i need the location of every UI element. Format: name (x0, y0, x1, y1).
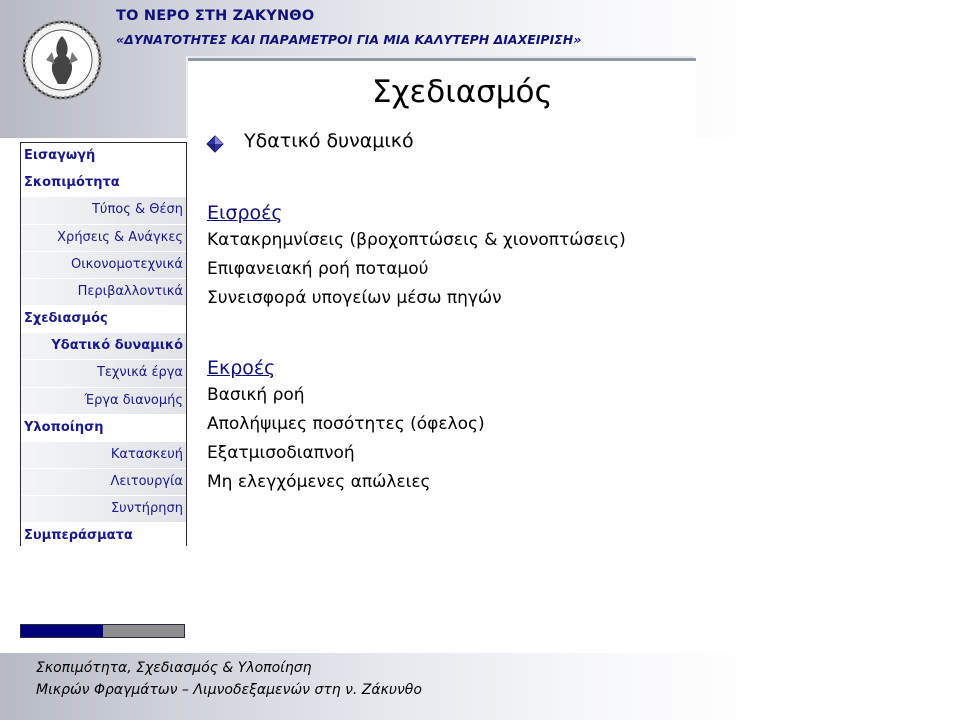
outflow-line: Μη ελεγχόμενες απώλειες (207, 472, 431, 492)
footer-line-1: Σκοπιμότητα, Σχεδιασμός & Υλοποίηση (36, 660, 312, 676)
inflow-line: Κατακρημνίσεις (βροχοπτώσεις & χιονοπτώσεις) (207, 230, 626, 250)
sidebar-item[interactable]: Υλοποίηση (21, 415, 186, 442)
sidebar-item[interactable]: Χρήσεις & Ανάγκες (21, 225, 186, 252)
sidebar-item[interactable]: Οικονομοτεχνικά (21, 252, 186, 279)
header-title: ΤΟ ΝΕΡΟ ΣΤΗ ΖΑΚΥΝΘΟ (116, 8, 315, 24)
outflows-block (207, 355, 767, 497)
inflows-block (207, 200, 767, 313)
diamond-bullet-icon (206, 135, 224, 153)
inflows-title: Εισροές (207, 202, 283, 224)
inflow-line: Επιφανειακή ροή ποταμού (207, 259, 429, 279)
sidebar-item[interactable]: Κατασκευή (21, 442, 186, 469)
inflow-line: Συνεισφορά υπογείων μέσω πηγών (207, 288, 502, 308)
outflows-title: Εκροές (207, 357, 276, 379)
university-seal-icon (22, 20, 102, 100)
sidebar-item[interactable]: Έργα διανομής (21, 388, 186, 415)
sidebar-item[interactable]: Σκοπιμότητα (21, 170, 186, 197)
sidebar-item[interactable]: Εισαγωγή (21, 143, 186, 170)
footer-line-2: Μικρών Φραγμάτων – Λιμνοδεξαμενών στη ν. Ζάκυνθο (36, 682, 422, 698)
sidebar-item[interactable]: Συμπεράσματα (21, 523, 186, 550)
page-title: Σχεδιασμός (372, 74, 553, 110)
sidebar-nav (20, 142, 187, 546)
outflow-line: Απολήψιμες ποσότητες (όφελος) (207, 414, 485, 434)
sidebar-item[interactable]: Τεχνικά έργα (21, 360, 186, 387)
sidebar-item[interactable]: Συντήρηση (21, 496, 186, 523)
sidebar-item[interactable]: Περιβαλλοντικά (21, 279, 186, 306)
sidebar-item[interactable]: Υδατικό δυναμικό (21, 333, 186, 360)
header-subtitle: «ΔΥΝΑΤΟΤΗΤΕΣ ΚΑΙ ΠΑΡΑΜΕΤΡΟΙ ΓΙΑ ΜΙΑ ΚΑΛΥΤΕΡΗ ΔΙΑΧΕΙΡΙΣΗ» (116, 32, 582, 47)
sidebar-item[interactable]: Σχεδιασμός (21, 306, 186, 333)
slide-progress-bar (20, 624, 185, 638)
sidebar-item[interactable]: Τύπος & Θέση (21, 197, 186, 224)
outflow-line: Εξατμισοδιαπνοή (207, 443, 355, 463)
outflow-line: Βασική ροή (207, 385, 305, 405)
title-divider (188, 58, 696, 61)
sidebar-item[interactable]: Λειτουργία (21, 469, 186, 496)
progress-fill (21, 625, 103, 637)
section-heading: Υδατικό δυναμικό (244, 130, 414, 152)
